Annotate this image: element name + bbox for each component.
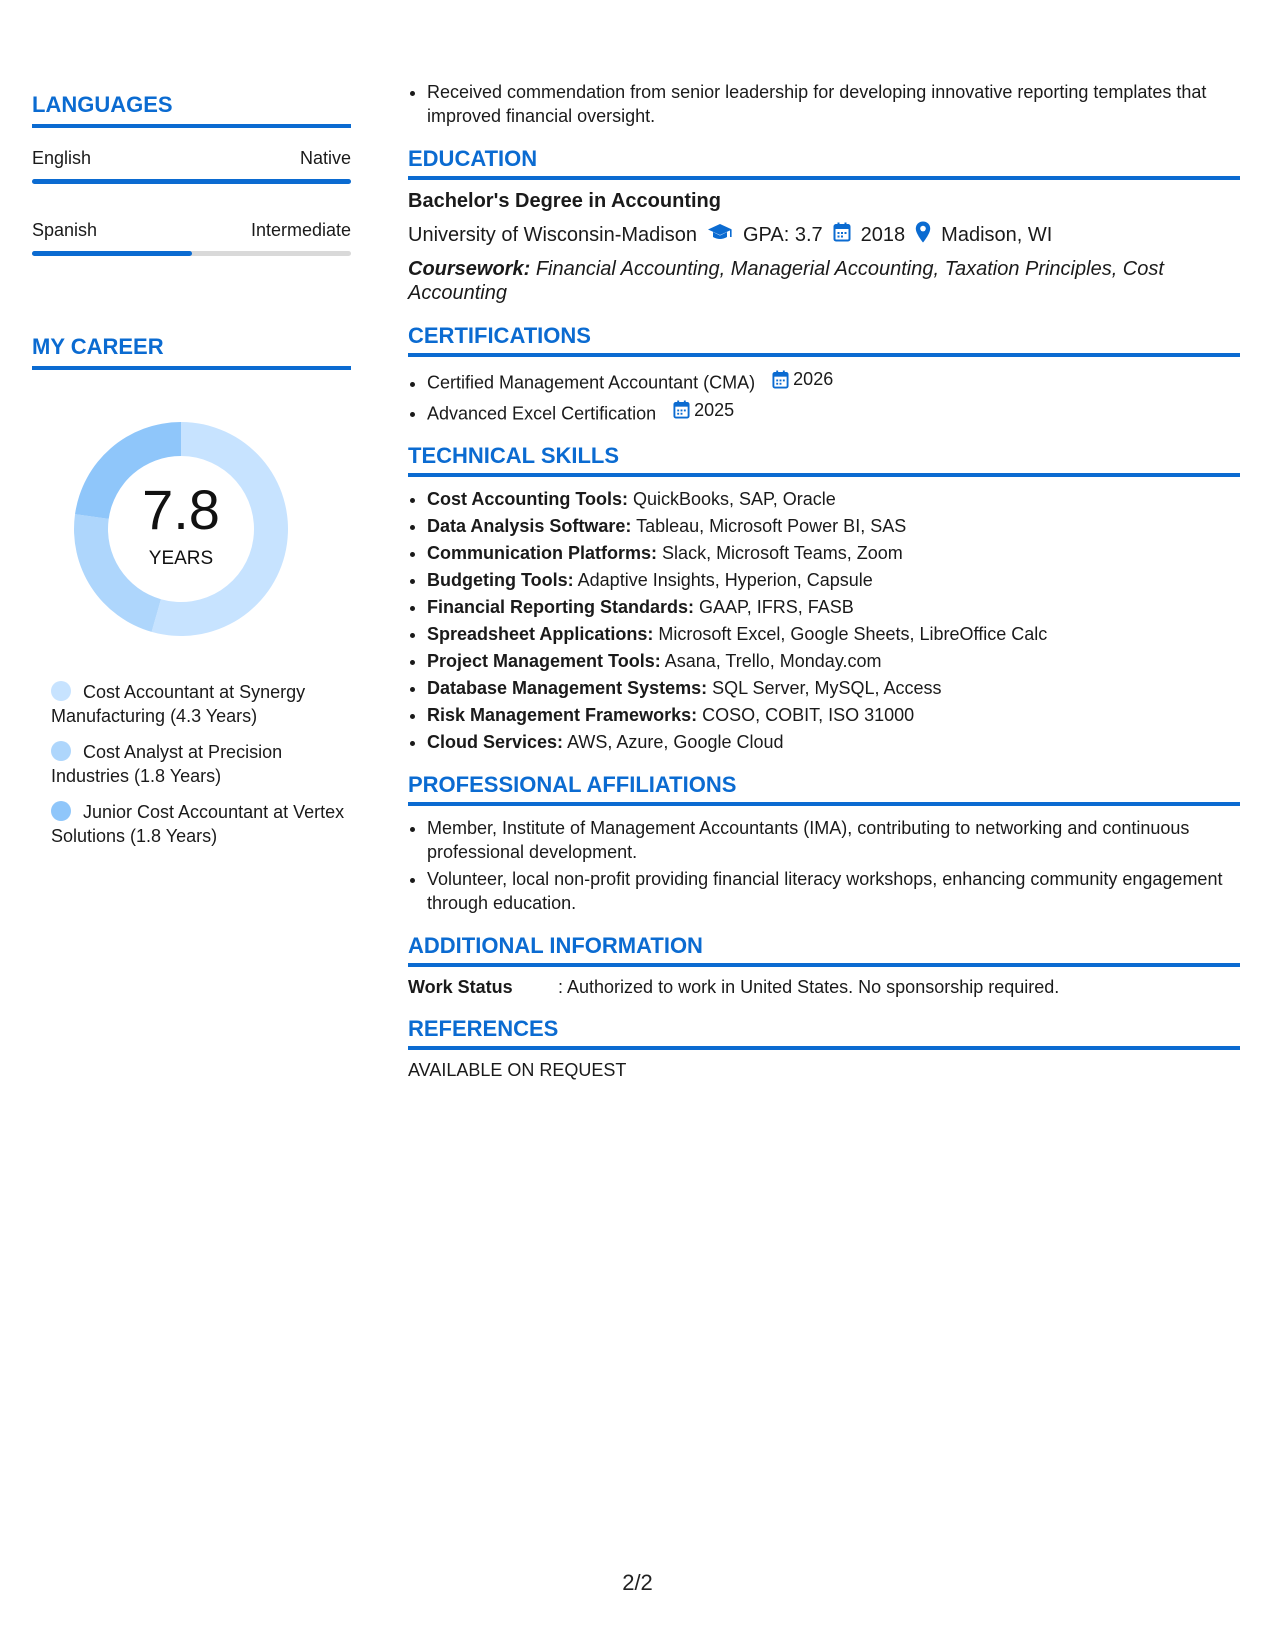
certification-item (427, 398, 1240, 426)
skills-section (408, 443, 1240, 754)
certification-year: 2026 (793, 369, 834, 389)
skill-value: Slack, Microsoft Teams, Zoom (662, 543, 903, 563)
skill-item (427, 487, 1240, 511)
graduation-year: 2018 (860, 223, 906, 246)
legend-dot (51, 741, 71, 761)
additional-info-section (408, 933, 1240, 998)
left-column (32, 92, 351, 860)
skill-label: Budgeting Tools: (427, 570, 574, 590)
work-status-row (408, 977, 1240, 998)
career-donut-chart (66, 414, 296, 644)
skill-label: Communication Platforms: (427, 543, 658, 563)
certifications-title: CERTIFICATIONS (408, 323, 1240, 357)
skill-value: GAAP, IFRS, FASB (699, 597, 854, 617)
language-item (32, 220, 351, 256)
experience-bullets (408, 80, 1240, 128)
skill-item (427, 703, 1240, 727)
additional-info-title: ADDITIONAL INFORMATION (408, 933, 1240, 967)
skill-value: SQL Server, MySQL, Access (712, 678, 942, 698)
affiliations-section (408, 772, 1240, 915)
certifications-section (408, 323, 1240, 425)
page-number: 2/2 (622, 1570, 653, 1595)
skills-list (408, 487, 1240, 754)
right-column (408, 80, 1240, 1081)
skill-label: Data Analysis Software: (427, 516, 632, 536)
legend-label: Cost Analyst at Precision Industries (1.8 Years) (51, 742, 283, 786)
work-status-label: Work Status (408, 977, 513, 997)
skill-value: Tableau, Microsoft Power BI, SAS (636, 516, 907, 536)
career-section (32, 334, 351, 848)
education-section (408, 146, 1240, 305)
skill-item (427, 541, 1240, 565)
certification-name: Advanced Excel Certification (427, 403, 657, 423)
skill-item (427, 514, 1240, 538)
skill-item (427, 730, 1240, 754)
career-legend (51, 680, 351, 848)
language-bar-fill (32, 179, 351, 184)
skills-title: TECHNICAL SKILLS (408, 443, 1240, 477)
location-pin-icon (915, 221, 931, 249)
school-name: University of Wisconsin-Madison (408, 223, 697, 246)
skill-item (427, 676, 1240, 700)
legend-dot (51, 801, 71, 821)
calendar-icon (673, 400, 690, 419)
language-level: Native (299, 148, 351, 168)
coursework (408, 257, 1240, 305)
calendar-icon (772, 370, 789, 389)
language-bar (32, 251, 351, 256)
skill-item (427, 649, 1240, 673)
calendar-icon (833, 222, 851, 248)
language-bar (32, 179, 351, 184)
legend-item (51, 800, 351, 848)
certification-item (427, 367, 1240, 395)
skill-label: Cloud Services: (427, 732, 564, 752)
affiliations-title: PROFESSIONAL AFFILIATIONS (408, 772, 1240, 806)
career-total: 7.8 (142, 478, 220, 541)
education-title: EDUCATION (408, 146, 1240, 180)
experience-bullet: • Received commendation from senior leadership for developing innovative reporting templates that improved financial oversight. (427, 80, 1240, 128)
graduation-cap-icon (707, 223, 733, 247)
skill-item (427, 595, 1240, 619)
language-item (32, 148, 351, 184)
degree: Bachelor's Degree in Accounting (408, 190, 721, 212)
language-level: Intermediate (250, 220, 351, 240)
certification-name: Certified Management Accountant (CMA) (427, 372, 756, 393)
skill-label: Spreadsheet Applications: (427, 624, 654, 644)
languages-title: LANGUAGES (32, 92, 351, 128)
legend-item (51, 740, 351, 788)
gpa: GPA: 3.7 (742, 223, 823, 246)
references-text: AVAILABLE ON REQUEST (408, 1060, 627, 1080)
skill-value: AWS, Azure, Google Cloud (567, 732, 784, 752)
skill-label: Financial Reporting Standards: (427, 597, 695, 617)
legend-label: Junior Cost Accountant at Vertex Solutions (1.8 Years) (51, 802, 345, 846)
affiliation-item: • Volunteer, local non-profit providing financial literacy workshops, enhancing community engagement through education. (427, 867, 1240, 915)
skill-value: Asana, Trello, Monday.com (664, 651, 882, 671)
skill-value: Adaptive Insights, Hyperion, Capsule (577, 570, 873, 590)
skill-value: Microsoft Excel, Google Sheets, LibreOffice Calc (658, 624, 1048, 644)
references-section (408, 1016, 1240, 1081)
coursework-list: Financial Accounting, Managerial Accounting, Taxation Principles, Cost Accounting (408, 258, 1164, 304)
school-location: Madison, WI (941, 223, 1053, 246)
skill-value: QuickBooks, SAP, Oracle (633, 489, 836, 509)
work-status-value: : Authorized to work in United States. No sponsorship required. (558, 977, 1060, 997)
language-name: English (32, 148, 92, 168)
skill-item (427, 568, 1240, 592)
language-bar-fill (32, 251, 192, 256)
references-title: REFERENCES (408, 1016, 1240, 1050)
legend-label: Cost Accountant at Synergy Manufacturing (4.3 Years) (51, 682, 306, 726)
skill-value: COSO, COBIT, ISO 31000 (702, 705, 915, 725)
education-details (408, 221, 1240, 249)
affiliation-item: • Member, Institute of Management Accountants (IMA), contributing to networking and continuous professional development. (427, 816, 1240, 864)
legend-dot (51, 681, 71, 701)
coursework-label: Coursework: (408, 258, 531, 280)
legend-item (51, 680, 351, 728)
skill-label: Project Management Tools: (427, 651, 661, 671)
career-title: MY CAREER (32, 334, 351, 370)
language-name: Spanish (32, 220, 98, 240)
skill-label: Cost Accounting Tools: (427, 489, 628, 509)
certification-year: 2025 (694, 399, 735, 420)
skill-item (427, 622, 1240, 646)
career-unit: YEARS (148, 548, 214, 569)
affiliations-list (408, 816, 1240, 915)
certifications-list (408, 367, 1240, 425)
skill-label: Risk Management Frameworks: (427, 705, 698, 725)
skill-label: Database Management Systems: (427, 678, 708, 698)
